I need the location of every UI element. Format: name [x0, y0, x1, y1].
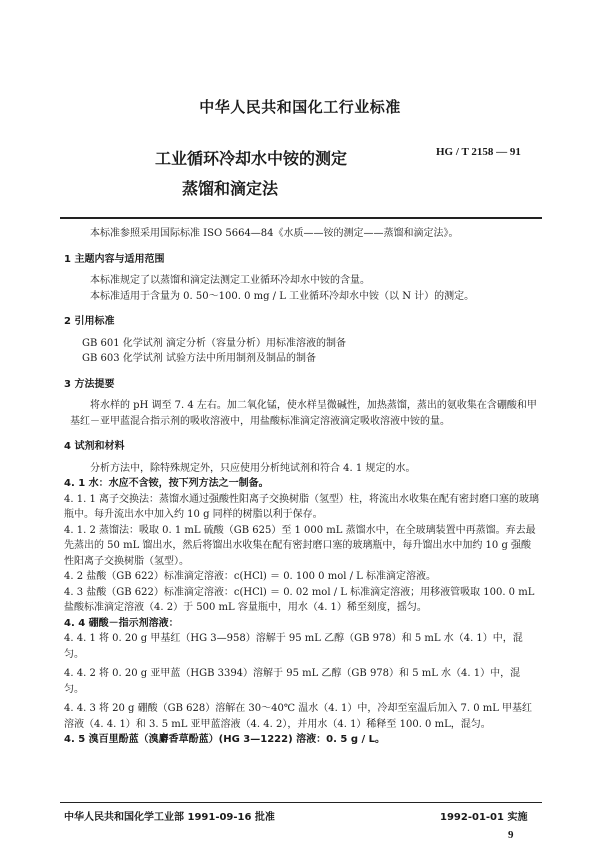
- section-4-heading: 4 试剂和材料: [64, 441, 125, 452]
- item-4-3: 4. 3 盐酸（GB 622）标准滴定溶液：c(HCl) ＝ 0. 02 mol / L 标准滴定溶液；用移液管吸取 100. 0 mL 盐酸标准滴定溶液（4. 2）于 500 mL 容量瓶中，用水（4. 1）稀至刻度，摇匀。: [64, 586, 535, 613]
- item-4-5: 4. 5 溴百里酚蓝（溴麝香草酚蓝）(HG 3—1222) 溶液：0. 5 g / L。: [64, 734, 385, 745]
- page-number: 9: [508, 829, 514, 841]
- item-4-1-1: 4. 1. 1 离子交换法：蒸馏水通过强酸性阳离子交换树脂（氢型）柱，将流出水收集在配有密封磨口塞的玻璃瓶中。每升流出水中加入约 10 g 同样的树脂以利于保存。: [64, 493, 539, 520]
- item-4-1-2: 4. 1. 2 蒸馏法：吸取 0. 1 mL 硫酸（GB 625）至 1 000 mL 蒸馏水中，在全玻璃装置中再蒸馏。弃去最先蒸出的 50 mL 馏出水，然后将馏出水收集在配有密封磨口塞的玻璃瓶中，每升馏出水中加约 10 g 强酸性阳离子交换树脂（氢型）。: [64, 524, 536, 567]
- standard-code: HG / T 2158 — 91: [436, 146, 521, 158]
- intro-paragraph: 本标准参照采用国际标准 ISO 5664—84《水质——铵的测定——蒸馏和滴定法》。: [90, 228, 459, 239]
- section-4-paragraph: 分析方法中，除特殊规定外，只应使用分析纯试剂和符合 4. 1 规定的水。: [90, 462, 416, 474]
- section-1-paragraph-1: 本标准规定了以蒸馏和滴定法测定工业循环冷却水中铵的含量。: [90, 275, 370, 286]
- item-4-4-3: 4. 4. 3 将 20 g 硼酸（GB 628）溶解在 30～40℃ 温水（4. 1）中，冷却至室温后加入 7. 0 mL 甲基红溶液（4. 4. 1）和 3. 5 mL 亚甲蓝溶液（4. 4. 2），并用水（4. 1）稀释至 100. 0 mL，混匀。: [64, 703, 533, 730]
- section-1-heading: 1 主题内容与适用范围: [64, 253, 165, 265]
- document-subtitle: 蒸馏和滴定法: [182, 179, 279, 198]
- reference-gb603: GB 603 化学试剂 试验方法中所用制剂及制品的制备: [82, 353, 316, 364]
- section-2-heading: 2 引用标准: [64, 316, 115, 327]
- section-3-paragraph: 将水样的 pH 调至 7. 4 左右。加二氧化锰，使水样呈微碱性，加热蒸馏，蒸出的氨收集在含硼酸和甲基红－亚甲蓝混合指示剂的吸收溶液中，用盐酸标准滴定溶液滴定吸收溶液中铵的量。: [70, 400, 537, 427]
- item-4-2: 4. 2 盐酸（GB 622）标准滴定溶液：c(HCl) ＝ 0. 100 0 mol / L 标准滴定溶液。: [64, 571, 436, 582]
- section-1-paragraph-2: 本标准适用于含量为 0. 50～100. 0 mg / L 工业循环冷却水中铵（以 N 计）的测定。: [90, 290, 475, 302]
- item-4-4-2: 4. 4. 2 将 0. 20 g 亚甲蓝（HGB 3394）溶解于 95 mL 乙醇（GB 978）和 5 mL 水（4. 1）中，混匀。: [64, 668, 521, 695]
- item-4-4: 4. 4 硼酸－指示剂溶液：: [64, 617, 179, 629]
- item-4-4-1: 4. 4. 1 将 0. 20 g 甲基红（HG 3—958）溶解于 95 mL 乙醇（GB 978）和 5 mL 水（4. 1）中，混匀。: [64, 633, 523, 660]
- top-divider: [60, 217, 542, 219]
- implementation-date: 1992-01-01 实施: [440, 812, 528, 823]
- item-4-1: 4. 1 水：水应不含铵，按下列方法之一制备。: [64, 478, 269, 489]
- bottom-divider: [60, 802, 542, 803]
- approval-date: 中华人民共和国化学工业部 1991-09-16 批准: [64, 812, 275, 823]
- reference-gb601: GB 601 化学试剂 滴定分析（容量分析）用标准溶液的制备: [82, 337, 346, 349]
- section-3-heading: 3 方法提要: [64, 378, 115, 390]
- document-title: 工业循环冷却水中铵的测定: [155, 149, 348, 168]
- document-body: [64, 226, 540, 748]
- standard-org-title: 中华人民共和国化工行业标准: [199, 98, 401, 116]
